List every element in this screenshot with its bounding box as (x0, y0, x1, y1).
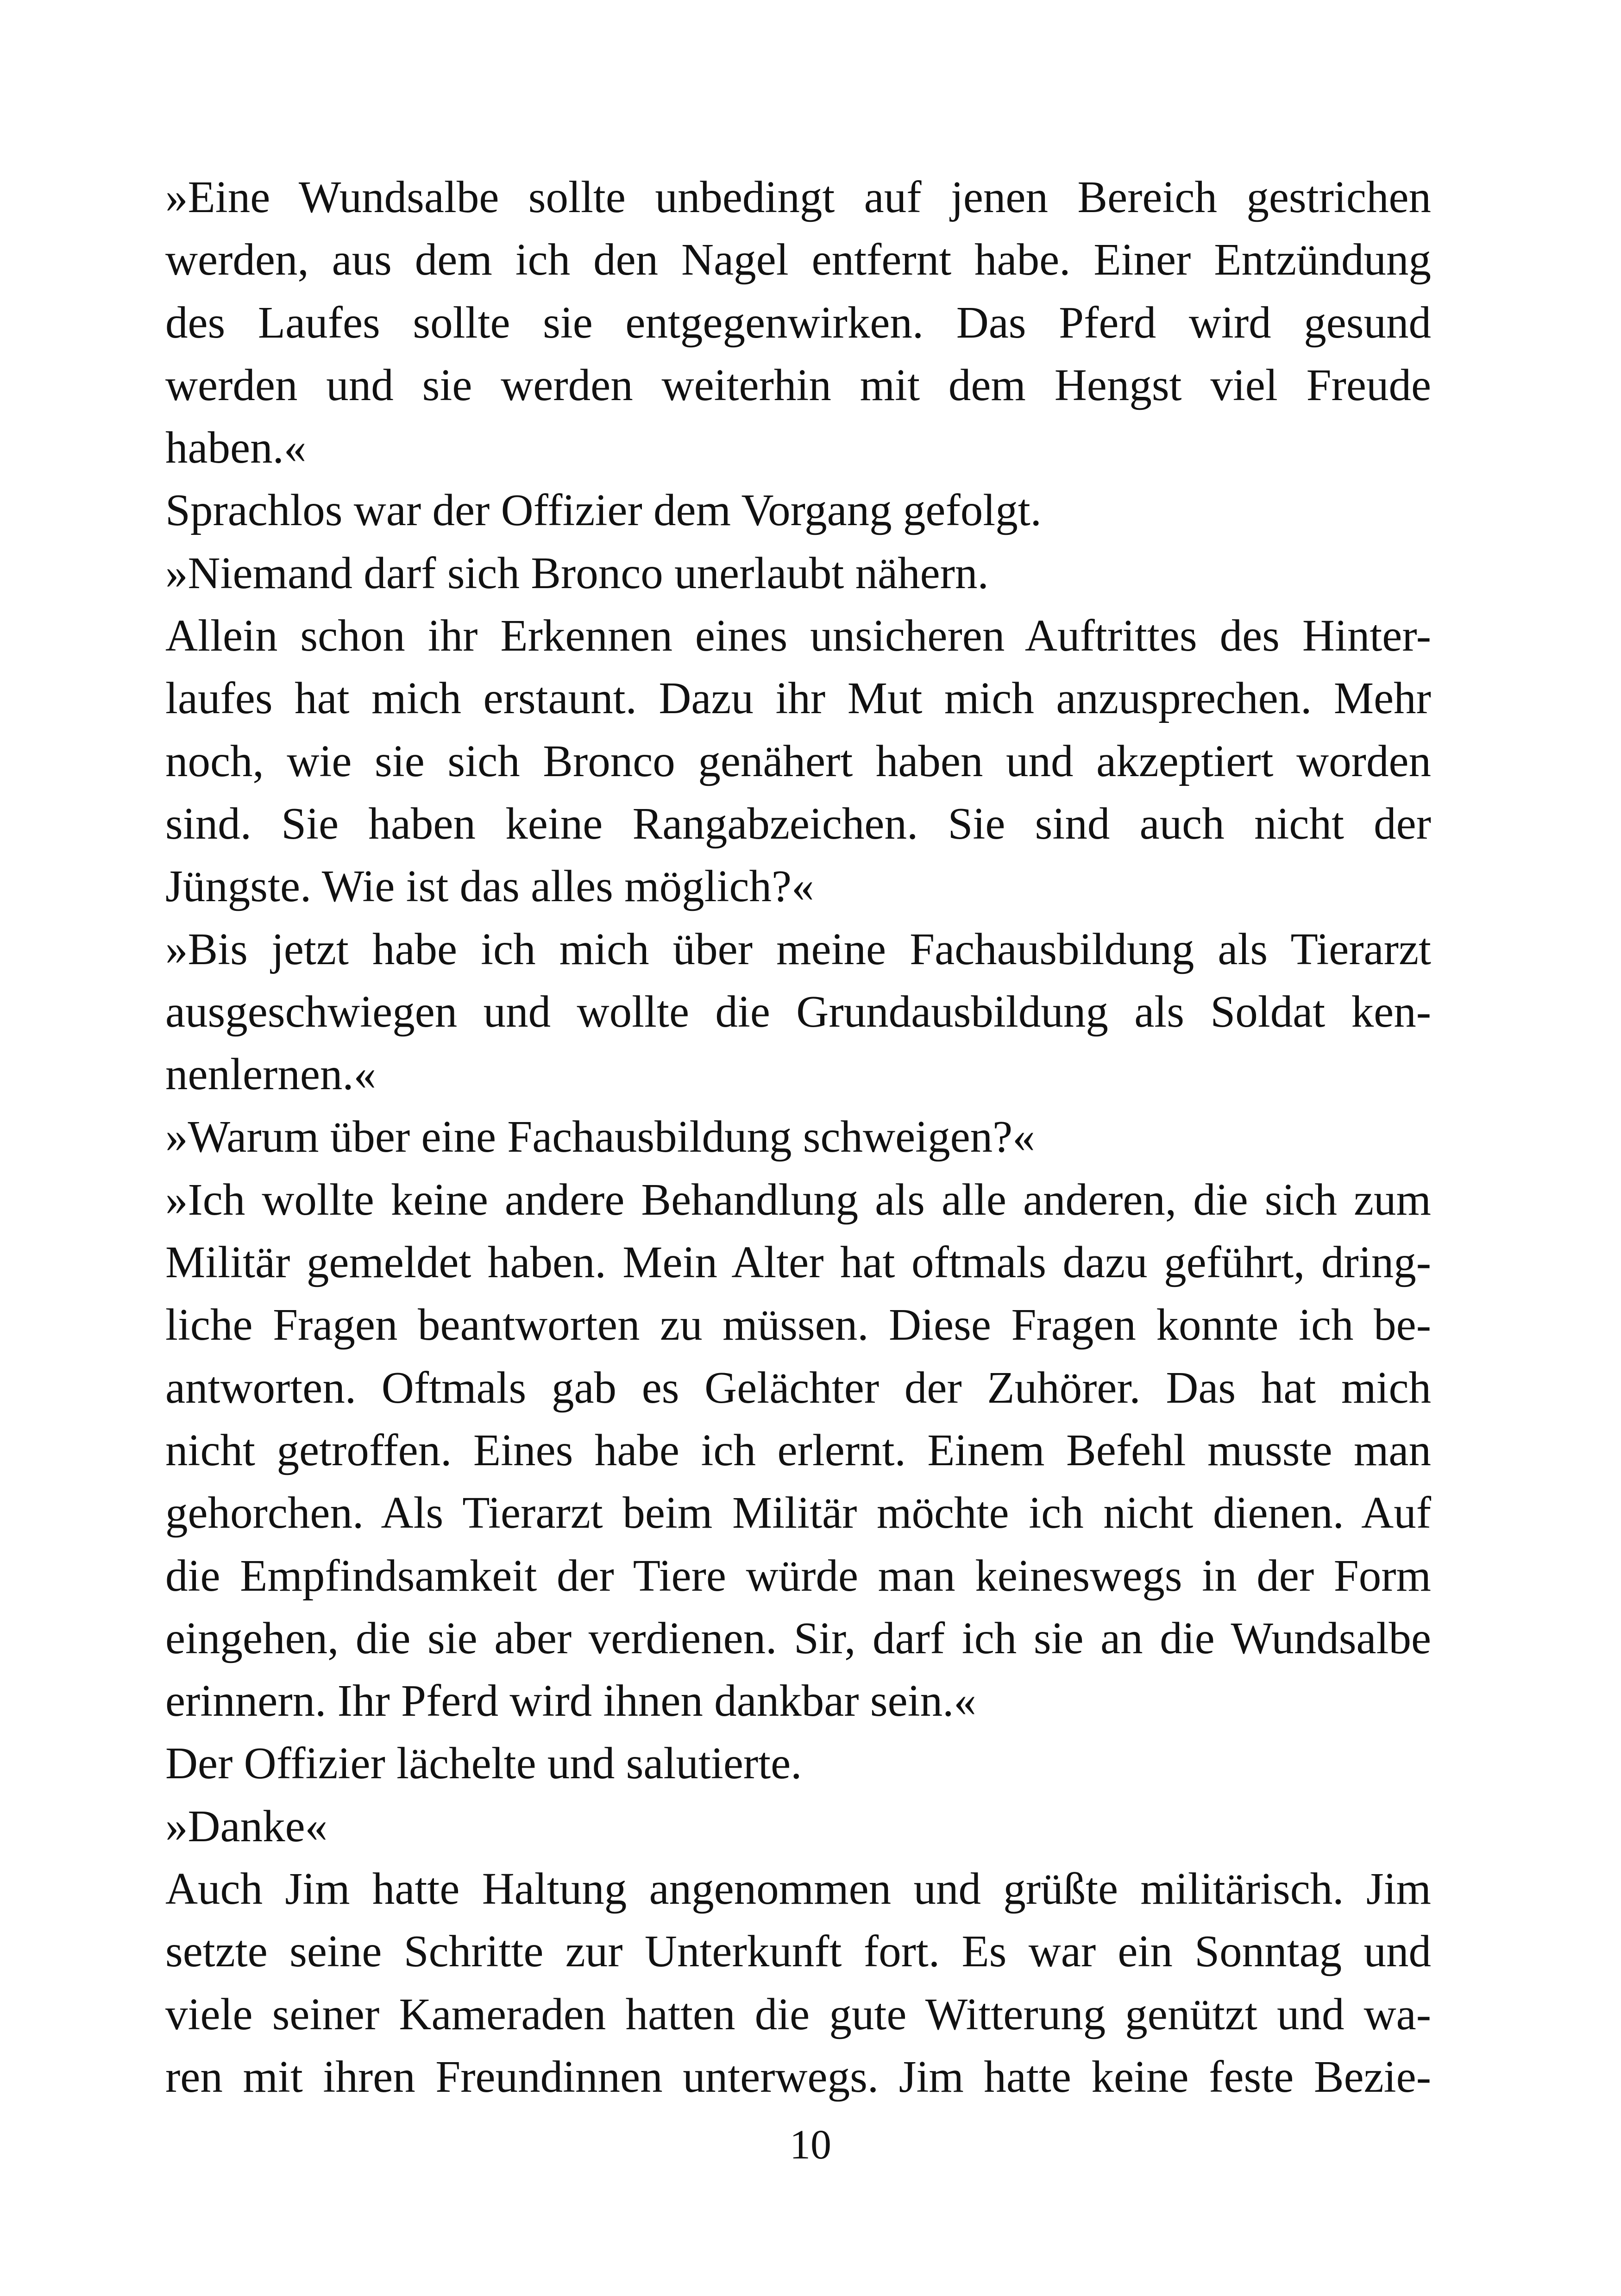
text-line: erinnern. Ihr Pferd wird ihnen dankbar sein.« (165, 1676, 976, 1726)
text-line: Allein schon ihr Erkennen eines unsicheren Auftrittes des Hinter- (165, 611, 1431, 661)
text-line: »Warum über eine Fachausbildung schweigen?« (165, 1112, 1035, 1162)
text-line: liche Fragen beantworten zu müssen. Diese Fragen konnte ich be- (165, 1300, 1431, 1350)
text-line: eingehen, die sie aber verdienen. Sir, darf ich sie an die Wundsalbe (165, 1613, 1431, 1663)
text-line: Jüngste. Wie ist das alles möglich?« (165, 861, 814, 911)
text-line: Militär gemeldet haben. Mein Alter hat oftmals dazu geführt, dring- (165, 1237, 1431, 1287)
text-line: »Niemand darf sich Bronco unerlaubt nähern. (165, 548, 989, 598)
text-line: werden und sie werden weiterhin mit dem Hengst viel Freude (165, 360, 1431, 410)
text-line: werden, aus dem ich den Nagel entfernt habe. Einer Entzündung (165, 235, 1431, 285)
text-line: sind. Sie haben keine Rangabzeichen. Sie sind auch nicht der (165, 798, 1431, 848)
text-line: ren mit ihren Freundinnen unterwegs. Jim hatte keine feste Bezie- (165, 2051, 1431, 2102)
text-line: haben.« (165, 423, 307, 473)
text-line: viele seiner Kameraden hatten die gute Witterung genützt und wa- (165, 1989, 1431, 2039)
text-line: Auch Jim hatte Haltung angenommen und grüßte militärisch. Jim (165, 1864, 1431, 1914)
text-line: die Empfindsamkeit der Tiere würde man keineswegs in der Form (165, 1550, 1431, 1600)
text-line: laufes hat mich erstaunt. Dazu ihr Mut mich anzusprechen. Mehr (165, 673, 1431, 723)
page-number: 10 (790, 2122, 831, 2168)
text-line: Der Offizier lächelte und salutierte. (165, 1738, 802, 1788)
text-line: »Ich wollte keine andere Behandlung als alle anderen, die sich zum (165, 1174, 1431, 1224)
text-line: gehorchen. Als Tierarzt beim Militär möchte ich nicht dienen. Auf (165, 1488, 1431, 1538)
text-line: »Bis jetzt habe ich mich über meine Fachausbildung als Tierarzt (165, 924, 1431, 974)
text-line: ausgeschwiegen und wollte die Grundausbildung als Soldat ken- (165, 986, 1431, 1036)
text-line: des Laufes sollte sie entgegenwirken. Das Pferd wird gesund (165, 297, 1431, 347)
text-line: antworten. Oftmals gab es Gelächter der Zuhörer. Das hat mich (165, 1362, 1431, 1412)
body-text (165, 166, 1431, 2108)
text-line: »Danke« (165, 1801, 328, 1851)
text-line: »Eine Wundsalbe sollte unbedingt auf jenen Bereich gestrichen (165, 172, 1431, 222)
text-line: setzte seine Schritte zur Unterkunft fort. Es war ein Sonntag und (165, 1926, 1431, 1976)
text-line: noch, wie sie sich Bronco genähert haben und akzeptiert worden (165, 736, 1431, 786)
text-line: Sprachlos war der Offizier dem Vorgang gefolgt. (165, 485, 1042, 535)
text-line: nicht getroffen. Eines habe ich erlernt. Einem Befehl musste man (165, 1425, 1431, 1475)
text-line: nenlernen.« (165, 1049, 377, 1099)
